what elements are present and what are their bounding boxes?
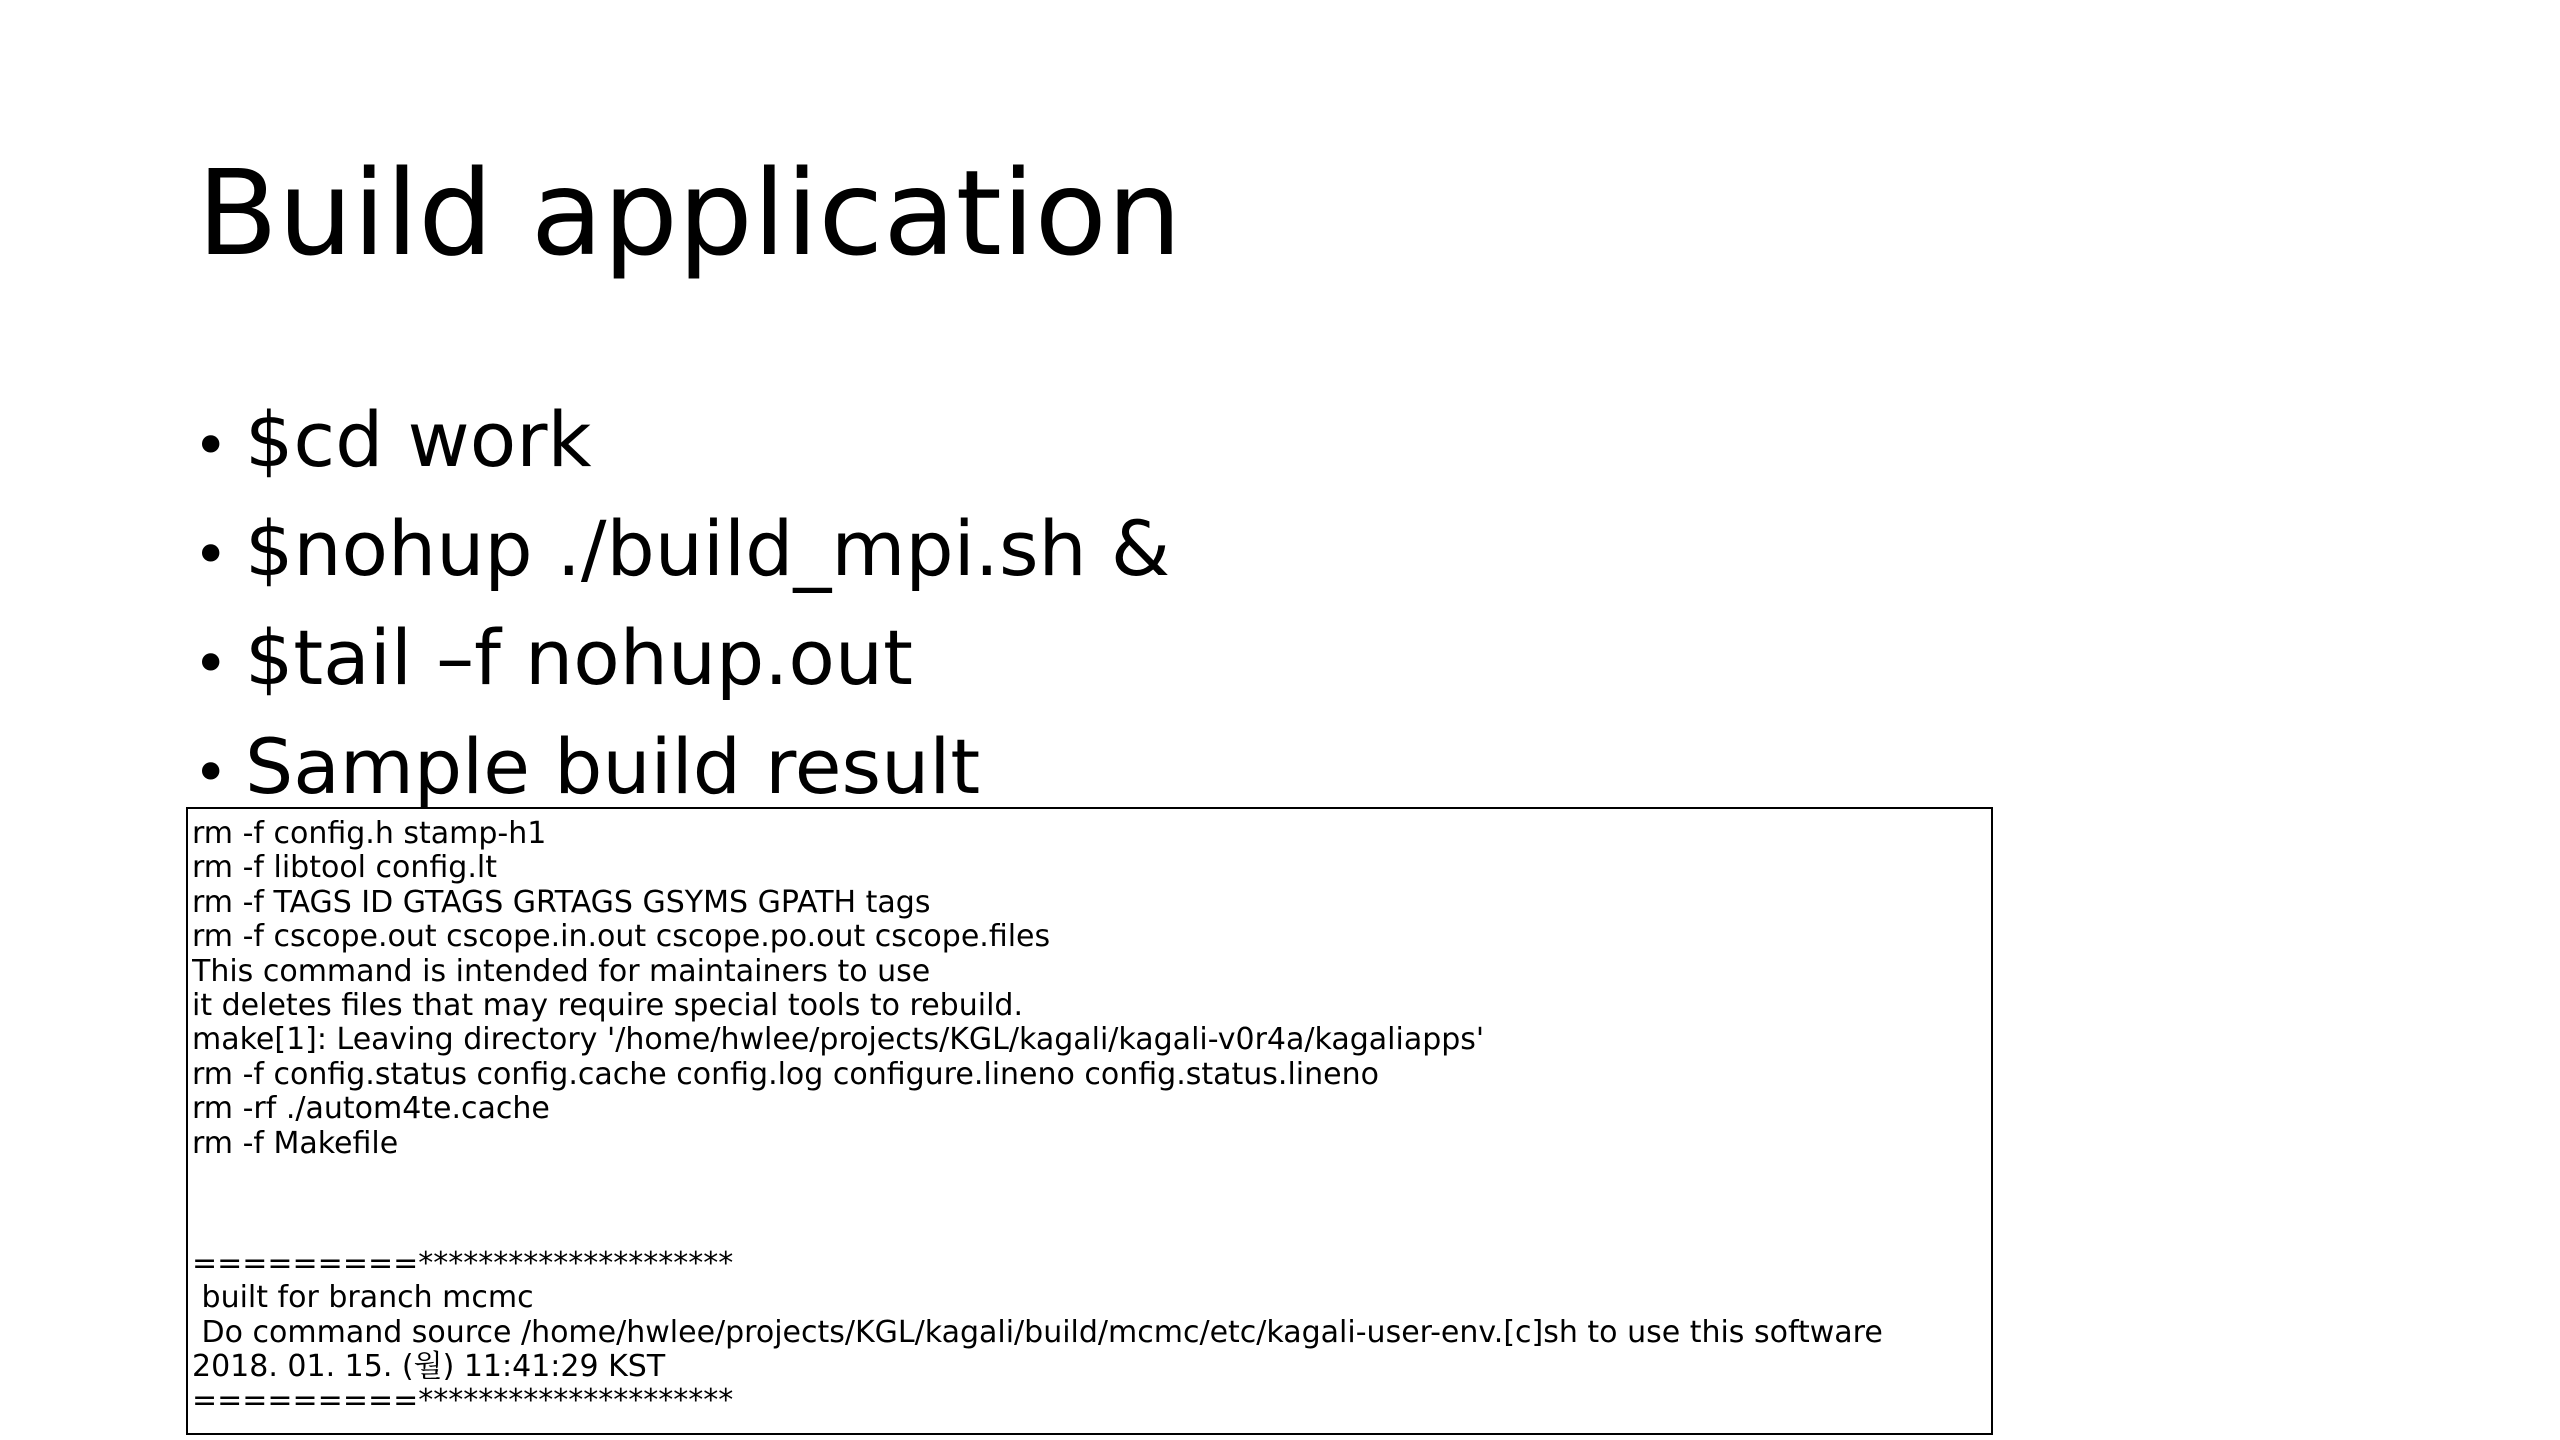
bullet-dot-icon: • xyxy=(193,520,229,590)
terminal-line: rm -f cscope.out cscope.in.out cscope.po.out cscope.files xyxy=(192,920,1051,955)
terminal-line: This command is intended for maintainers to use xyxy=(192,954,931,989)
terminal-line: rm -f config.h stamp-h1 xyxy=(192,817,547,851)
build-output-box xyxy=(186,807,1993,1435)
bullet-item-tail xyxy=(193,603,1170,712)
bullet-dot-icon: • xyxy=(193,629,229,699)
blank-gap xyxy=(192,1161,1991,1247)
bullet-item-cd xyxy=(193,385,1170,494)
bullet-dot-icon: • xyxy=(193,411,229,481)
terminal-line: rm -f TAGS ID GTAGS GRTAGS GSYMS GPATH tags xyxy=(192,885,931,920)
separator-line: =========********************* xyxy=(192,1384,734,1419)
terminal-line: rm -f config.status config.cache config.log configure.lineno config.status.lineno xyxy=(192,1057,1379,1092)
bullet-text: Sample build result xyxy=(245,722,981,811)
terminal-line: Do command source /home/hwlee/projects/KGL/kagali/build/mcmc/etc/kagali-user-env.[c]sh to use this software xyxy=(192,1315,1883,1350)
bullet-list xyxy=(193,385,1170,821)
terminal-line: rm -f libtool config.lt xyxy=(192,851,497,886)
bullet-item-nohup xyxy=(193,494,1170,603)
bullet-item-sample xyxy=(193,712,1170,821)
terminal-line: it deletes files that may require special tools to rebuild. xyxy=(192,988,1023,1023)
timestamp-line: 2018. 01. 15. (월) 11:41:29 KST xyxy=(192,1350,666,1385)
terminal-line: rm -rf ./autom4te.cache xyxy=(192,1092,550,1127)
bullet-text: $nohup ./build_mpi.sh & xyxy=(245,504,1171,593)
terminal-line: make[1]: Leaving directory '/home/hwlee/projects/KGL/kagali/kagali-v0r4a/kagaliapps' xyxy=(192,1023,1485,1058)
terminal-line: built for branch mcmc xyxy=(192,1281,534,1316)
slide-title: Build application xyxy=(197,144,1182,282)
separator-line: =========********************* xyxy=(192,1246,734,1281)
bullet-text: $cd work xyxy=(245,395,592,484)
bullet-dot-icon: • xyxy=(193,738,229,808)
bullet-text: $tail –f nohup.out xyxy=(245,613,913,702)
terminal-line: rm -f Makefile xyxy=(192,1126,399,1161)
